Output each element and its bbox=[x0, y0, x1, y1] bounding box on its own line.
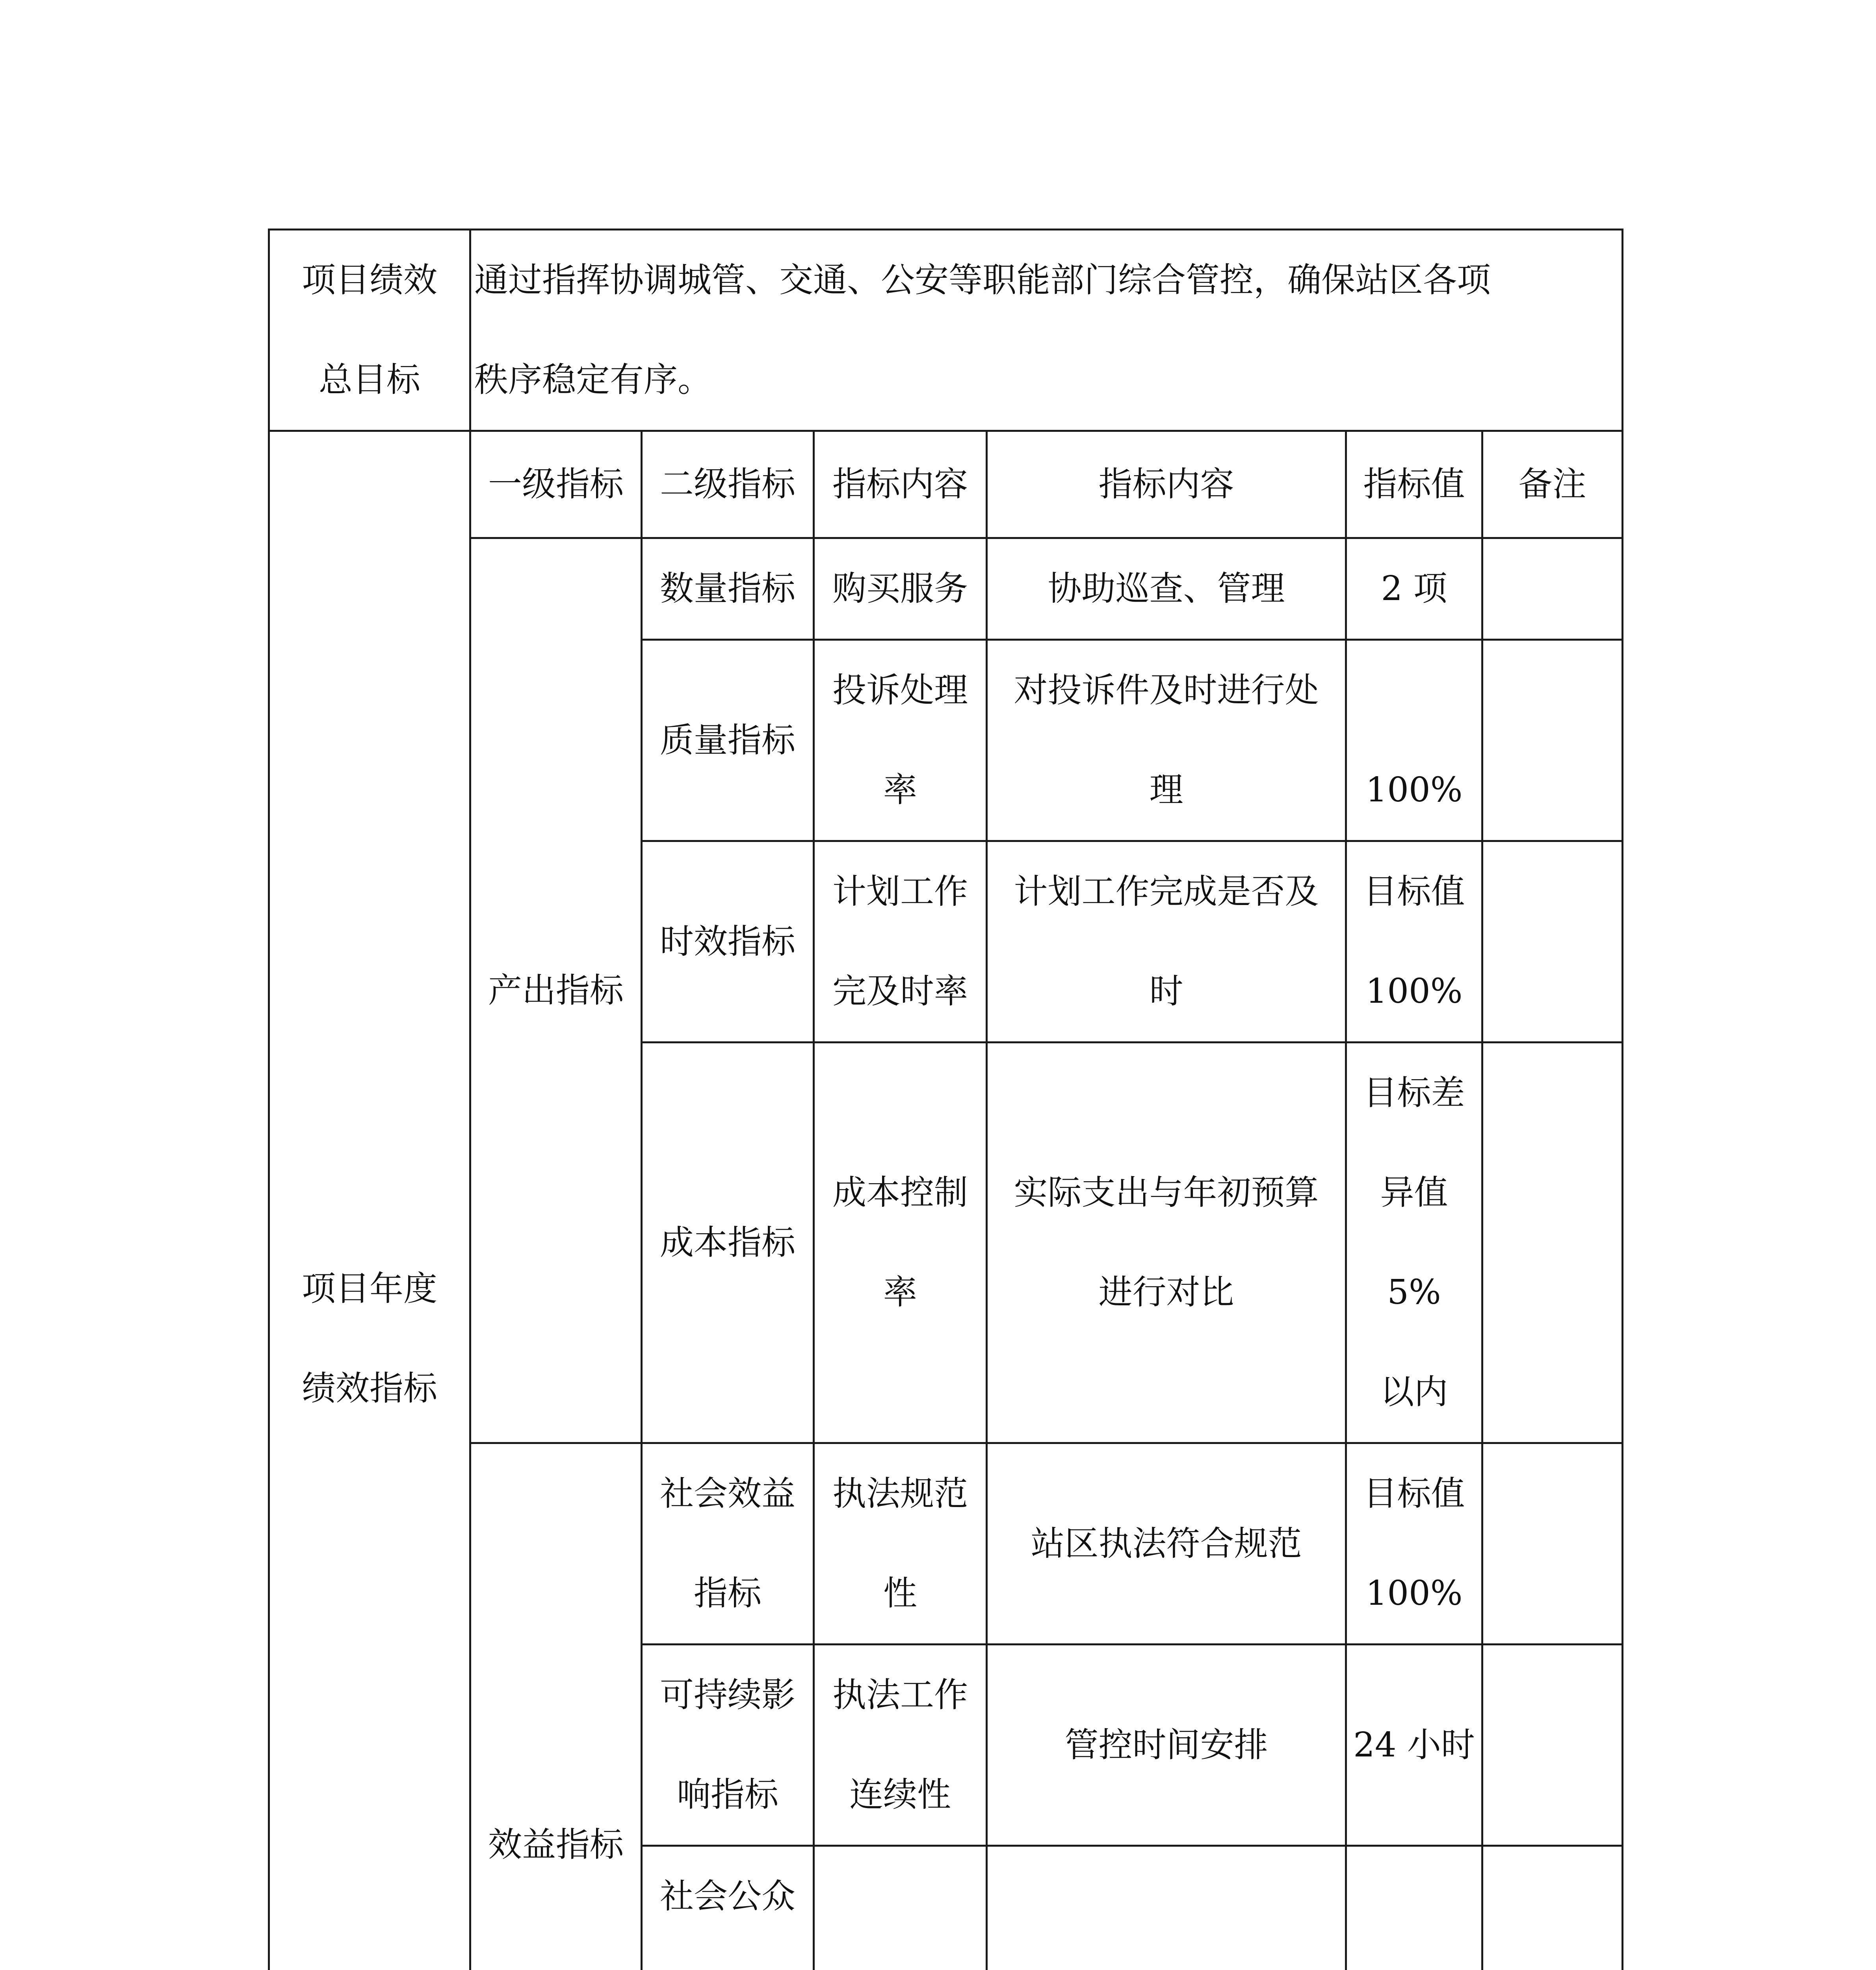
cell-line: 进行对比 bbox=[1098, 1273, 1234, 1312]
value-cell bbox=[1346, 1443, 1482, 1645]
content-cell bbox=[814, 1645, 987, 1846]
cell-line: 响指标 bbox=[677, 1775, 778, 1814]
cell-line: 投诉处理 bbox=[832, 671, 968, 710]
note-cell bbox=[1482, 640, 1623, 841]
detail-cell bbox=[987, 1846, 1346, 1970]
level1-cell: 效益指标 bbox=[470, 1443, 642, 1970]
goal-text-line: 秩序稳定有序。 bbox=[474, 360, 711, 400]
value-cell bbox=[1346, 1645, 1482, 1846]
cell-line: 时 bbox=[1149, 972, 1183, 1011]
cell-line: 性 bbox=[883, 1574, 917, 1613]
cell-line: 管控时间安排 bbox=[1064, 1725, 1268, 1765]
cell-line: 成本指标 bbox=[660, 1223, 795, 1262]
column-header: 指标内容 bbox=[814, 431, 987, 538]
note-cell bbox=[1482, 1645, 1623, 1846]
level1-cell: 产出指标 bbox=[470, 538, 642, 1443]
note-cell bbox=[1482, 841, 1623, 1043]
cell-line: 社会效益 bbox=[660, 1474, 795, 1513]
value-cell bbox=[1346, 640, 1482, 841]
note-cell bbox=[1482, 538, 1623, 640]
goal-label-line: 项目绩效 bbox=[302, 260, 437, 300]
cell-line: 站区执法符合规范 bbox=[1031, 1524, 1302, 1563]
value-cell bbox=[1346, 1043, 1482, 1443]
cell-line: 目标值 bbox=[1363, 872, 1465, 911]
cell-line: 理 bbox=[1149, 770, 1183, 810]
level2-cell bbox=[642, 1443, 814, 1645]
cell-line: 2 项 bbox=[1381, 569, 1447, 608]
cell-line: 社会公众 bbox=[660, 1877, 795, 1916]
goal-label-cell bbox=[269, 230, 470, 431]
goal-text-cell bbox=[470, 230, 1623, 431]
content-cell bbox=[814, 538, 987, 640]
cell-line: 100% bbox=[1365, 972, 1463, 1011]
note-cell bbox=[1482, 1443, 1623, 1645]
cell-line: 目标值 bbox=[1363, 1474, 1465, 1513]
cell-line: 24 小时 bbox=[1353, 1725, 1475, 1765]
cell-line: 异值 5% bbox=[1380, 1173, 1448, 1312]
cell-line: 计划工作 bbox=[832, 872, 968, 911]
cell-line: 可持续影 bbox=[660, 1675, 795, 1715]
column-header: 备注 bbox=[1482, 431, 1623, 538]
cell-line: 协助巡查、管理 bbox=[1048, 569, 1285, 608]
cell-line: 100% bbox=[1365, 1574, 1463, 1613]
detail-cell bbox=[987, 1043, 1346, 1443]
cell-line: 完及时率 bbox=[832, 972, 968, 1011]
cell-line: 率 bbox=[883, 770, 917, 810]
detail-cell bbox=[987, 640, 1346, 841]
section-label-line: 绩效指标 bbox=[302, 1368, 437, 1408]
level2-cell bbox=[642, 640, 814, 841]
cell-line: 购买服务 bbox=[832, 569, 968, 608]
goal-row bbox=[269, 230, 1623, 431]
cell-line: 连续性 bbox=[849, 1775, 951, 1814]
detail-cell bbox=[987, 1443, 1346, 1645]
cell-line: 实际支出与年初预算 bbox=[1014, 1173, 1319, 1212]
level2-cell bbox=[642, 1043, 814, 1443]
column-header: 一级指标 bbox=[470, 431, 642, 538]
content-cell bbox=[814, 841, 987, 1043]
value-cell bbox=[1346, 841, 1482, 1043]
performance-table bbox=[268, 229, 1623, 1970]
table-row bbox=[269, 538, 1623, 640]
note-cell bbox=[1482, 1043, 1623, 1443]
cell-line: 质量指标 bbox=[660, 720, 795, 760]
cell-line: 成本控制 bbox=[832, 1173, 968, 1212]
detail-cell bbox=[987, 841, 1346, 1043]
content-cell bbox=[814, 1043, 987, 1443]
cell-line: 时效指标 bbox=[660, 922, 795, 961]
goal-text-line: 通过指挥协调城管、交通、公安等职能部门综合管控，确保站区各项 bbox=[474, 260, 1491, 300]
detail-cell bbox=[987, 538, 1346, 640]
value-cell bbox=[1346, 1846, 1482, 1970]
level2-cell bbox=[642, 1645, 814, 1846]
column-header: 指标值 bbox=[1346, 431, 1482, 538]
cell-line: 执法规范 bbox=[832, 1474, 968, 1513]
level2-cell bbox=[642, 841, 814, 1043]
value-cell bbox=[1346, 538, 1482, 640]
section-label-cell bbox=[269, 431, 470, 1970]
section-label-line: 项目年度 bbox=[302, 1269, 437, 1308]
cell-line: 以内 bbox=[1380, 1372, 1448, 1412]
cell-line: 执法工作 bbox=[832, 1675, 968, 1715]
cell-line: 指标 bbox=[694, 1574, 762, 1613]
goal-label-line: 总目标 bbox=[319, 360, 420, 400]
column-header: 指标内容 bbox=[987, 431, 1346, 538]
cell-line: 100% bbox=[1365, 770, 1463, 810]
note-cell bbox=[1482, 1846, 1623, 1970]
cell-line: 对投诉件及时进行处 bbox=[1014, 671, 1319, 710]
cell-line: 计划工作完成是否及 bbox=[1014, 872, 1319, 911]
content-cell bbox=[814, 1443, 987, 1645]
column-header: 二级指标 bbox=[642, 431, 814, 538]
content-cell bbox=[814, 640, 987, 841]
cell-line: 数量指标 bbox=[660, 569, 795, 608]
table-row bbox=[269, 1443, 1623, 1645]
level2-cell bbox=[642, 538, 814, 640]
cell-line: 率 bbox=[883, 1273, 917, 1312]
level2-cell bbox=[642, 1846, 814, 1970]
cell-line: 目标差 bbox=[1363, 1073, 1465, 1113]
header-row bbox=[269, 431, 1623, 538]
content-cell bbox=[814, 1846, 987, 1970]
detail-cell bbox=[987, 1645, 1346, 1846]
